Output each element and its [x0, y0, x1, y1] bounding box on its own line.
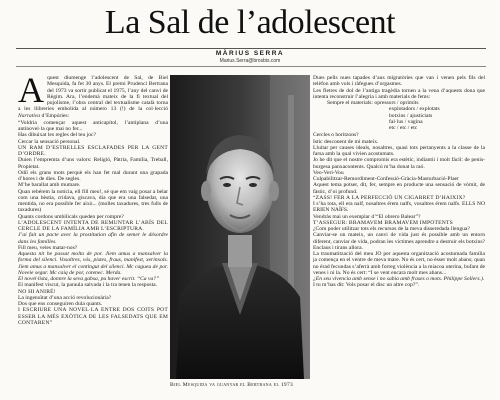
paragraph-italic: ¿En seu vivencia amb sense i no sabia amb frases o mots. Philippe Sollers.).: [313, 276, 485, 282]
paragraph: La ingenuïtat d’una acció revolucionària?: [18, 294, 112, 301]
paragraph: Les fletres de dol de l’antiga tragèdia tornen a la vena d’aquests dona que intenta reconstruir l’alegria i amb materials de fems:: [313, 87, 485, 100]
list-item: etc / etc / etc: [389, 125, 418, 131]
article-column-left: [18, 75, 168, 395]
list-item: explotadors / explotats: [389, 106, 440, 113]
author-photo: [170, 75, 310, 379]
paragraph: Duien l’empremta d’uns valors: Religió, Pàtria, Família, Treball, Propietat.: [18, 157, 168, 170]
header-rule-bottom: [16, 66, 486, 67]
article-column-right: [313, 75, 485, 395]
paragraph: Veo-Veri-Vou: [313, 169, 344, 176]
header-rule-top: [16, 48, 486, 49]
paragraph: Dues pells nues tapades d’aus migratòries que van i venen pels fils del telèfon amb vols i ràfegues d’orgasmes.: [313, 75, 485, 88]
paragraph-caps: T’ASSEGUR: BRAMAVEM BRAMAVEM IMPOTENTS: [313, 219, 453, 226]
paragraph: Istic desconent de mi mateix.: [313, 138, 379, 145]
list-item: fal·lus / vagina: [389, 118, 423, 125]
paragraph: I tu m’has dit: Vols posar el disc un altre cop?”.: [313, 282, 420, 289]
paragraph: Quants cordons umbilicals queden per rompre?: [18, 213, 124, 220]
paragraph: Dos que ens conseguiren dula quants.: [18, 301, 103, 307]
paragraph-italic: J’ai fait un pacte avec la prostitution afin de semer le désordre dans les familles.: [18, 232, 168, 245]
paragraph: La traumatització del meu JO per aquesta organització acostumada família ja comença en el ventre de meva mare. No és cert, no ésser molt abans; quan no érad fecundas s’aferrà amb forreg violència a la miacoa uterina, bufant de venes i ni la. No és cert: “I se vent encara molt mes abans...: [313, 251, 485, 276]
paragraph: ¿Com poder utilitzar tots els recursos de la meva disseredada llengua?: [313, 226, 470, 232]
paragraph: Has dibuixat les regles del teu joc?: [18, 132, 96, 139]
drop-cap: A: [18, 75, 44, 110]
paragraph: Culpabilitzar-Remordiment-Confessió-Gràcia-Masturbació-Plaer: [313, 176, 459, 182]
paragraph: Vendràs mai un exemplar d’“El obrero Balear”?: [313, 213, 421, 220]
paragraph: Lluitar per causes ideals, nosaltres, quasi tots pertanyents a la classe de la farsa amb la qual vivien acostumats.: [313, 144, 485, 157]
paragraph-italic: El novel·lista, donnre la seva gabsa, pu haver escrit. “Ca va?”: [18, 276, 160, 282]
photo-caption: Biel Mesquida va guanyar el Bertrana el 1973: [170, 382, 294, 388]
paragraph: Canviar-se un mateix, un canvi de vida just és possible amb un entorn diferent, canviar de vida, podran les victimes aprendre a destruir els botxins? Enclaus i tirans allora.: [313, 232, 485, 251]
paragraph: Aquest tema potser, dit, fer, sempre en producte una sensació de vòmit, de fàstic, d’oi profund.: [313, 182, 485, 195]
author-byline: MÀRIUS SERRA: [215, 50, 285, 57]
paragraph: Cercles o horitzons?: [313, 132, 359, 139]
paragraph: Cercar la sensació personal.: [18, 138, 81, 145]
portrait-illustration: [170, 75, 310, 379]
list-item: botxins / ajusticiats: [389, 112, 433, 119]
paragraph: I s’ha tota, ell era nalf, nosaltres érem nalfs, vosaltres érem nalfs. ELLS NO ERIEN NAÏFS.: [313, 201, 485, 214]
paragraph-italic: Aquesta nit he passat molta de por. Jíem amus a mansalver la forma del silenci. Vosaltres, vós, pistes, fraus, manifest, xerinxols. Jíem amus a mansalver el contingut del silenci. Mc cagueu de por. Noveie segur. Mc caiq de por, cotenec. Merda.: [18, 251, 168, 276]
paragraph-caps: I ESCRIURE UNA NOVEL·LA ENTRE DOS COITS POT ESSER LA MÉS EXÒTICA DE LES FALSEDATS QUE EM CONTAREN”: [18, 307, 168, 326]
paragraph: Odiï els grans mots perquè els han fet mal durant una grapada d’hores i de dies. De segles.: [18, 169, 168, 182]
paragraph: M’he barallat amb mumare.: [18, 182, 81, 189]
paragraph: El manifest viscut, la paraula salvada i la tra tenen la resposta.: [18, 282, 158, 289]
paragraph-caps: NO HI ANIRÉ!: [18, 288, 56, 295]
paragraph: Quan rebérem la notícia, ell fill meu!, sé que em vaig posar a belar com una bèstia, cridava, giscava, dia que era una falsedat, una mentida, no era possible fer això... (molles taxadures, tres fulls de taxadures): [18, 188, 168, 214]
headline: La Sal de l’adolescent: [104, 4, 396, 41]
lead-paragraph: Aquest diumenge l’adolescent de Sal, de Biel Mesquida, fa fet 30 anys. El premi Prudenci Bertrana del 1973 va sortir publicat el 1975, l’any del canvi de Règim. Ara, l’endemà mateix de la fi textual del pujolisme, l’obra central del textualisme català torna a les llibreries embolida al número 13 (!) de la col·lecció Narrativa d’Empúries:: [18, 75, 168, 119]
paragraph: Sempre el materials: opressors / oprimits: [327, 100, 419, 106]
paragraph-caps: UN RAM D’ESTRELLES ESCLAFADES PER LA GENT D’ORDRE.: [18, 144, 168, 157]
paragraph-caps: “ZASS! FER A LA PERFECCIÓ UN CIGARRET D’HAIXIX?: [313, 194, 466, 201]
paragraph-caps: L’ADOLESCENT INTENTA DE REMUNTAR L’ABÍS DEL CERCLE DE LA FAMÍLIA AMB L’ESCRIPTURA.: [18, 219, 168, 232]
paragraph: “Voldria començar aquest anticapítol, l’antiplana d’una antinovel·la que mai no fer...: [18, 119, 168, 132]
author-email: Marius.Serra@brosbis.com: [219, 58, 281, 64]
paragraph: Fill meu, veies matar-nos?: [18, 244, 78, 251]
paragraph: Jo he dit que el nostre compromís era estètic, indiantii i molt fàcil: de penis-burgesa panxacontents. Qualcú m’ha donat la raó.: [313, 157, 485, 170]
